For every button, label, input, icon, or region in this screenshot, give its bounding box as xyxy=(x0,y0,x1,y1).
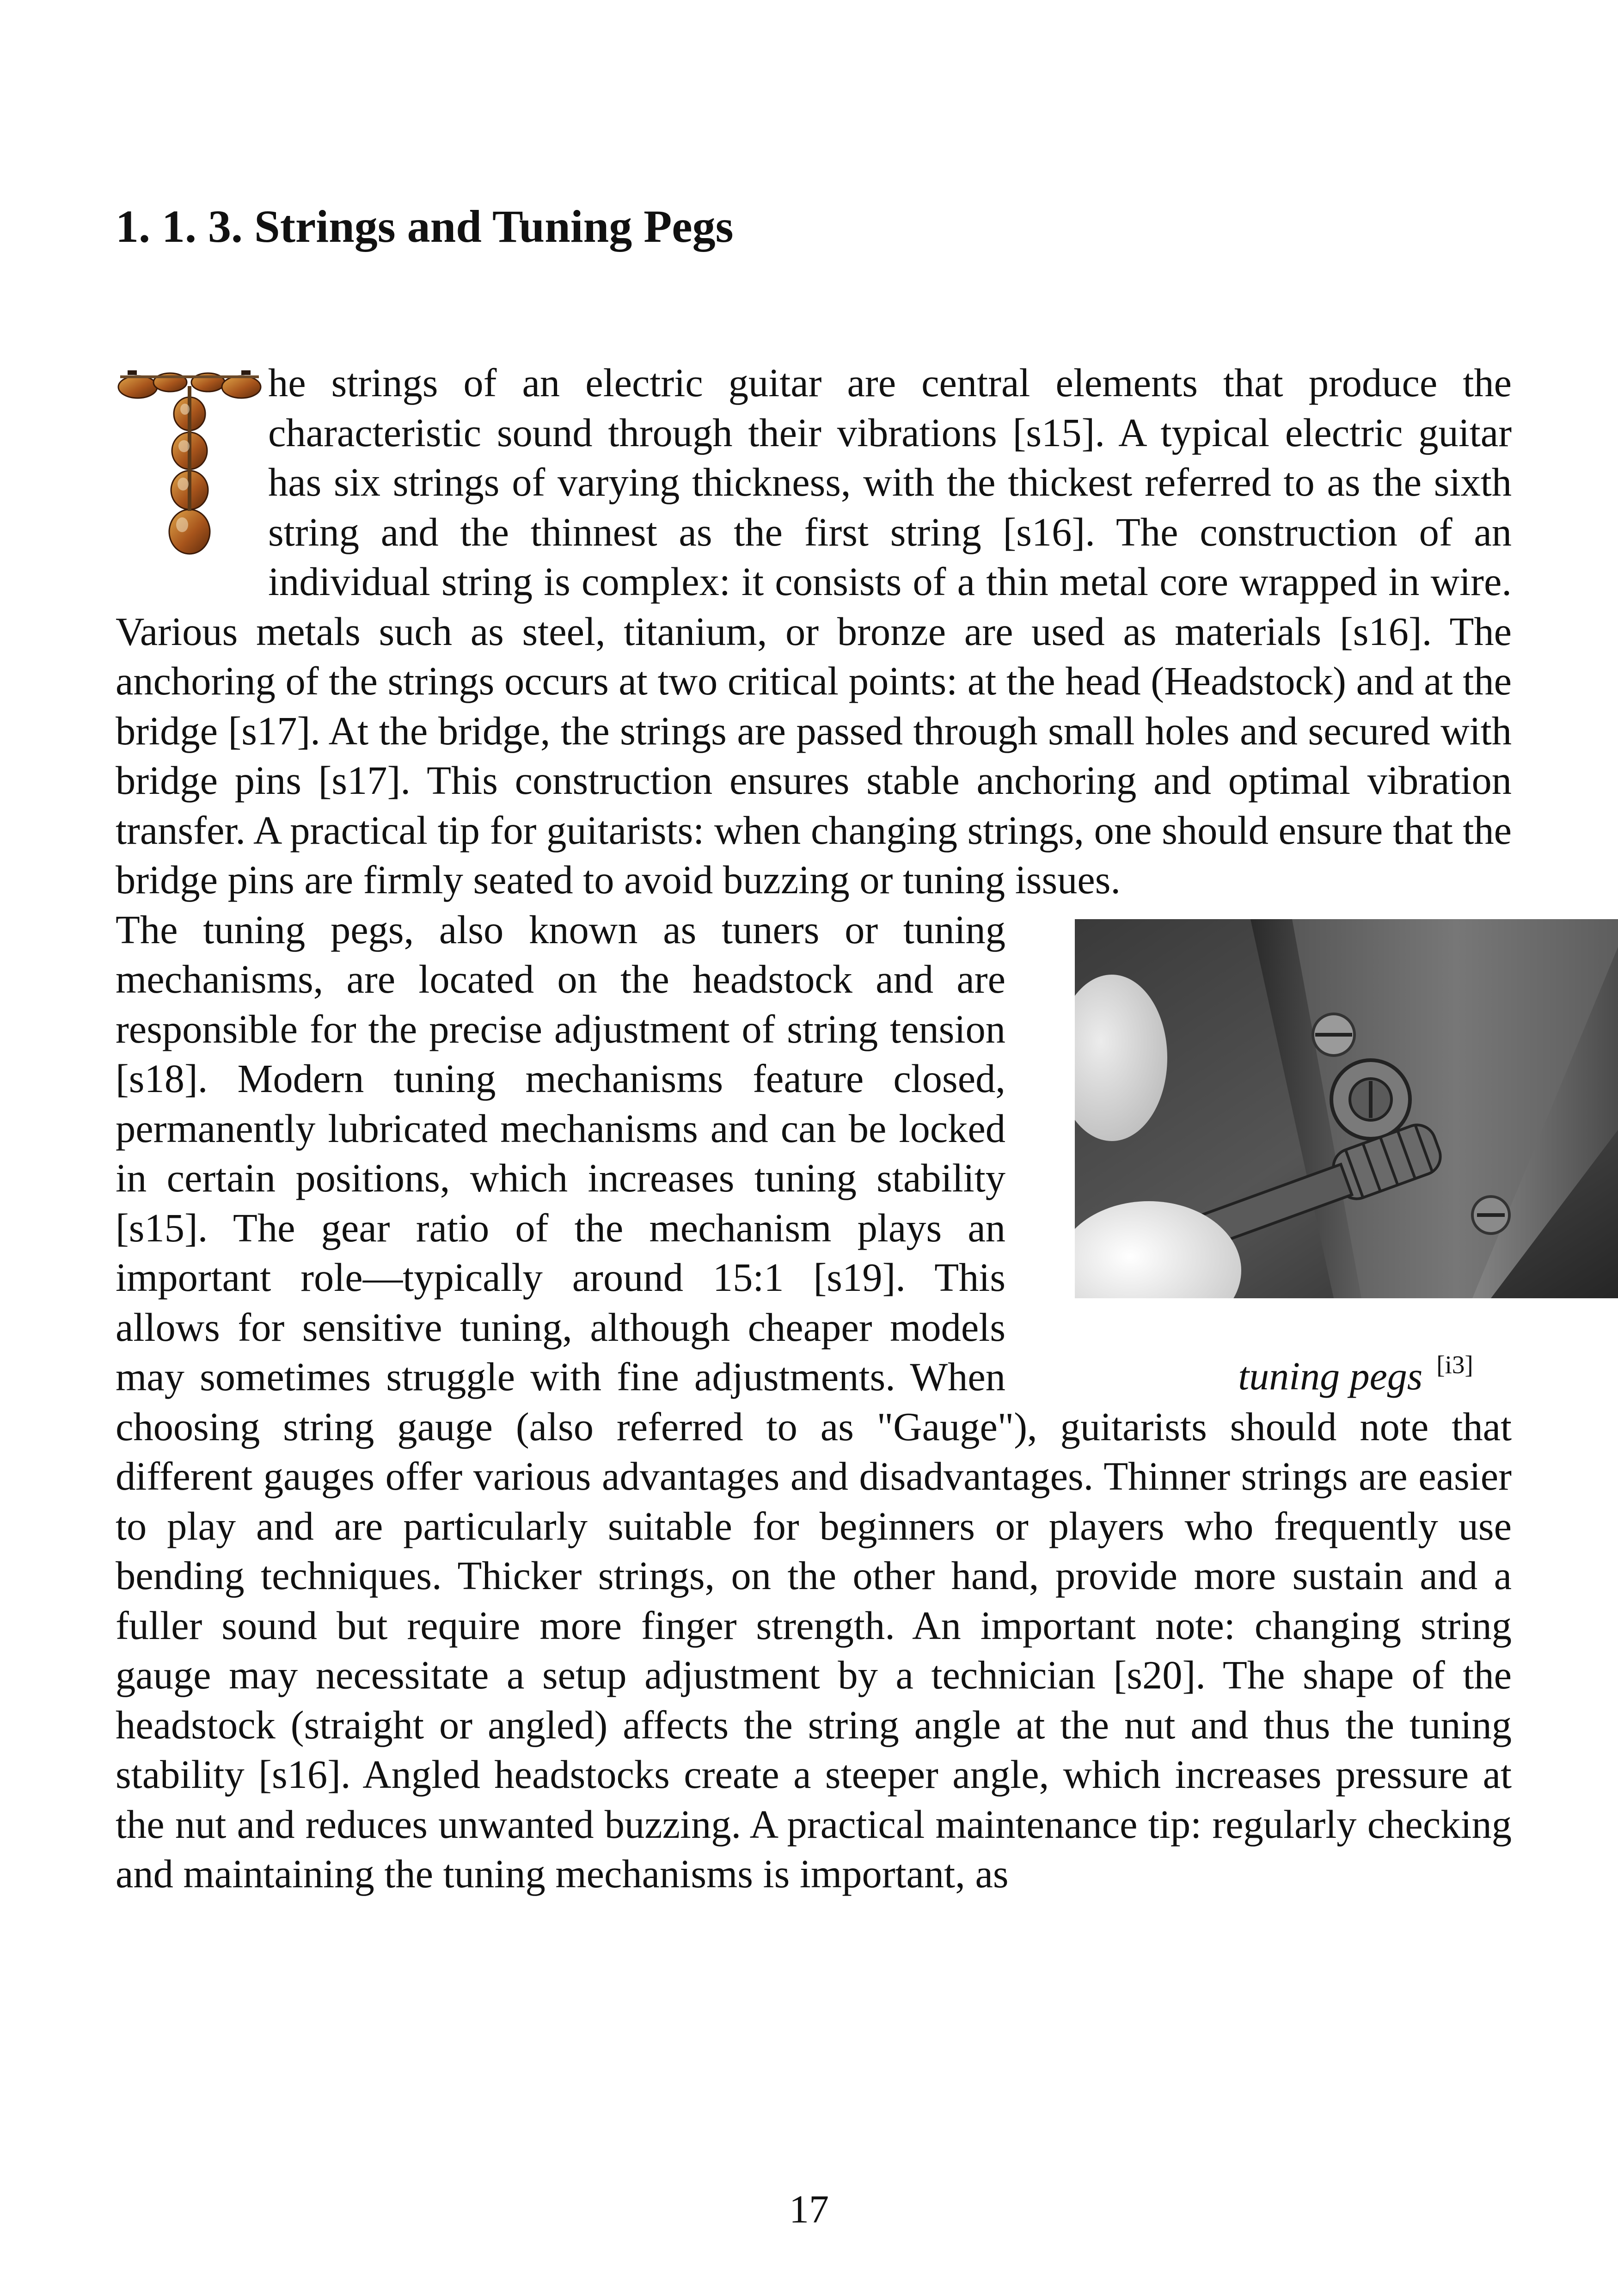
dropcap-initial xyxy=(116,358,268,564)
figure-tuning-pegs xyxy=(1075,919,1618,1401)
paragraph-tuning-pegs: The tuning pegs, also known as tuners or tuning mechanisms, are located on the headstock and are responsible for the precise adjustment of string tension [s18]. Modern tuning mechanisms feature closed, permanently lubricated mechanisms and can be locked in certain positions, which increases tuning stability [s15]. The gear ratio of the mechanism plays an important role—typically around 15:1 [s19]. This allows for sensitive tuning, although cheaper models may sometimes struggle with fine adjustments. When choosing string gauge (also referred to as "Gauge"), guitarists should note that different gauges offer various advantages and disadvantages. Thinner strings are easier to play and are particularly suitable for beginners or players who frequently use bending techniques. Thicker strings, on the other hand, provide more sustain and a fuller sound but require more finger strength. An important note: changing string gauge may necessitate a setup adjustment by a technician [s20]. The shape of the headstock (straight or angled) affects the string angle at the nut and thus the tuning stability [s16]. Angled headstocks create a steeper angle, which increases pressure at the nut and reduces unwanted buzzing. A practical maintenance tip: regularly checking and maintaining the tuning mechanisms is important, as xyxy=(116,907,1512,1896)
figure-caption xyxy=(1075,1340,1618,1401)
paragraph-strings: he strings of an electric guitar are central elements that produce the characteristic sound through their vibrations [s15]. A typical electric guitar has six strings of varying thickness, with the thickest referred to as the sixth string and the thinnest as the first string [s16]. The construction of an individual string is complex: it consists of a thin metal core wrapped in wire. Various metals such as steel, titanium, or bronze are used as materials [s16]. The anchoring of the strings occurs at two critical points: at the head (Headstock) and at the bridge [s17]. At the bridge, the strings are passed through small holes and secured with bridge pins [s17]. This construction ensures stable anchoring and optimal vibration transfer. A practical tip for guitarists: when changing strings, one should ensure that the bridge pins are firmly seated to avoid buzzing or tuning issues. xyxy=(116,361,1512,902)
guitar-t-ornament-icon xyxy=(116,358,264,562)
caption-text: tuning pegs xyxy=(1238,1353,1423,1398)
page-number: 17 xyxy=(789,2187,829,2231)
body-text xyxy=(116,358,1512,1899)
caption-reference: [i3] xyxy=(1436,1350,1473,1379)
section-heading: 1. 1. 3. Strings and Tuning Pegs xyxy=(116,201,734,252)
tuning-peg-photo xyxy=(1075,919,1618,1298)
